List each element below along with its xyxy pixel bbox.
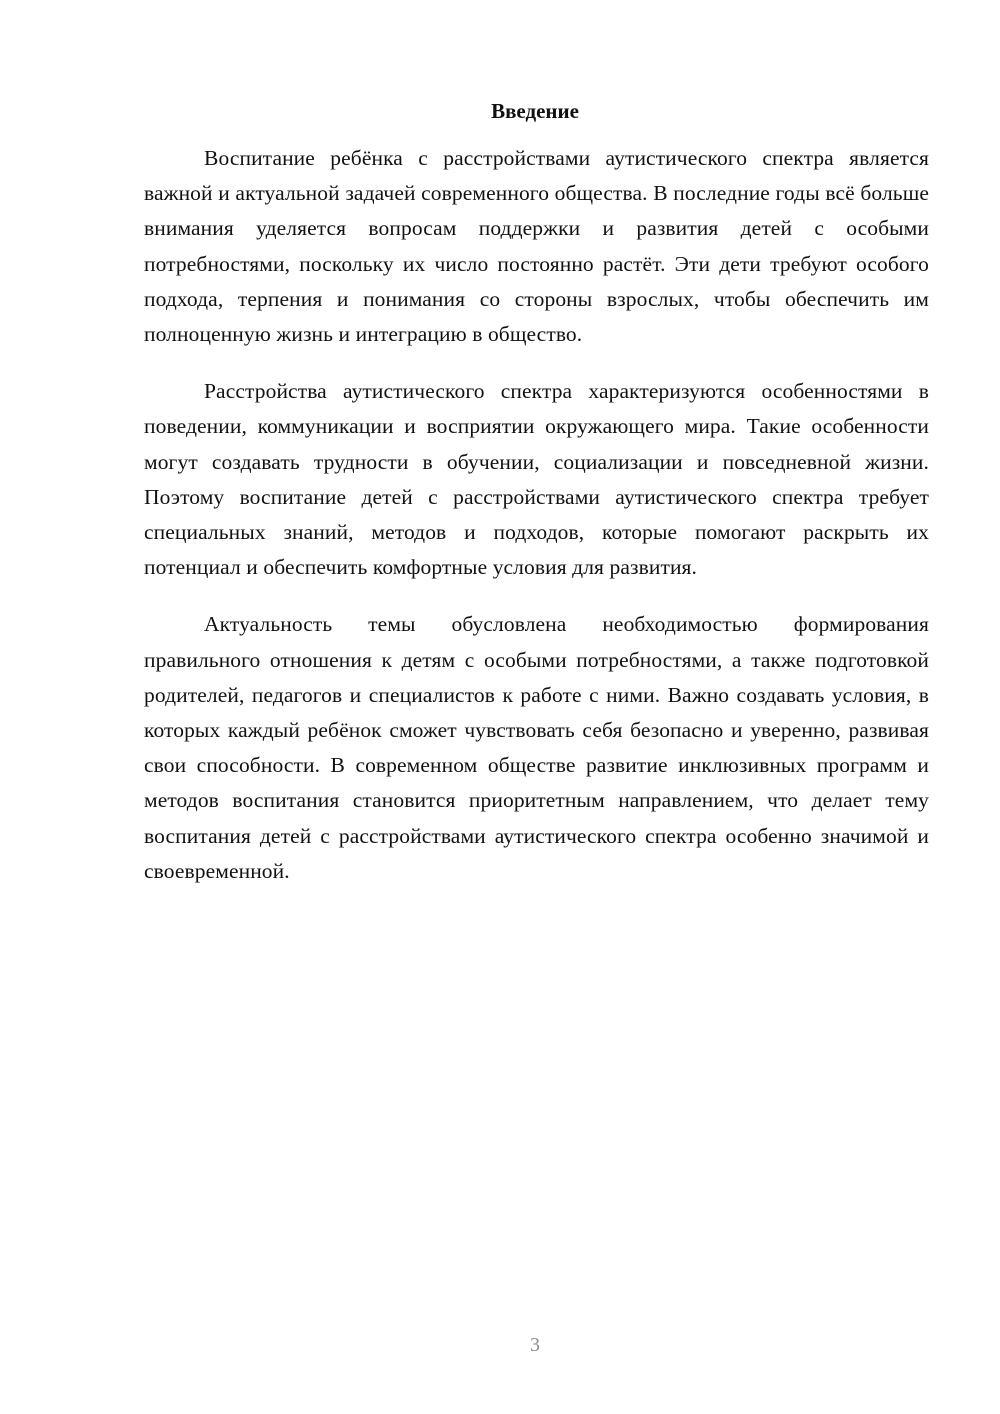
page-number: 3: [530, 1334, 540, 1356]
document-body: [144, 141, 929, 911]
paragraph-2: Расстройства аутистического спектра характеризуются особенностями в поведении, коммуникации и восприятии окружающего мира. Такие особенности могут создавать трудности в обучении, социализации и повседневной жизни. Поэтому воспитание детей с расстройствами аутистического спектра требует специальных знаний, методов и подходов, которые помогают раскрыть их потенциал и обеспечить комфортные условия для развития.: [144, 379, 929, 580]
paragraph-1: Воспитание ребёнка с расстройствами аутистического спектра является важной и актуальной задачей современного общества. В последние годы всё больше внимания уделяется вопросам поддержки и развития детей с особыми потребностями, поскольку их число постоянно растёт. Эти дети требуют особого подхода, терпения и понимания со стороны взрослых, чтобы обеспечить им полноценную жизнь и интеграцию в общество.: [144, 146, 929, 347]
paragraph-3: Актуальность темы обусловлена необходимостью формирования правильного отношения к детям с особыми потребностями, а также подготовкой родителей, педагогов и специалистов к работе с ними. Важно создавать условия, в которых каждый ребёнок сможет чувствовать себя безопасно и уверенно, развивая свои способности. В современном обществе развитие инклюзивных программ и методов воспитания становится приоритетным направлением, что делает тему воспитания детей с расстройствами аутистического спектра особенно значимой и своевременной.: [144, 612, 929, 883]
page-title: Введение: [491, 99, 579, 123]
